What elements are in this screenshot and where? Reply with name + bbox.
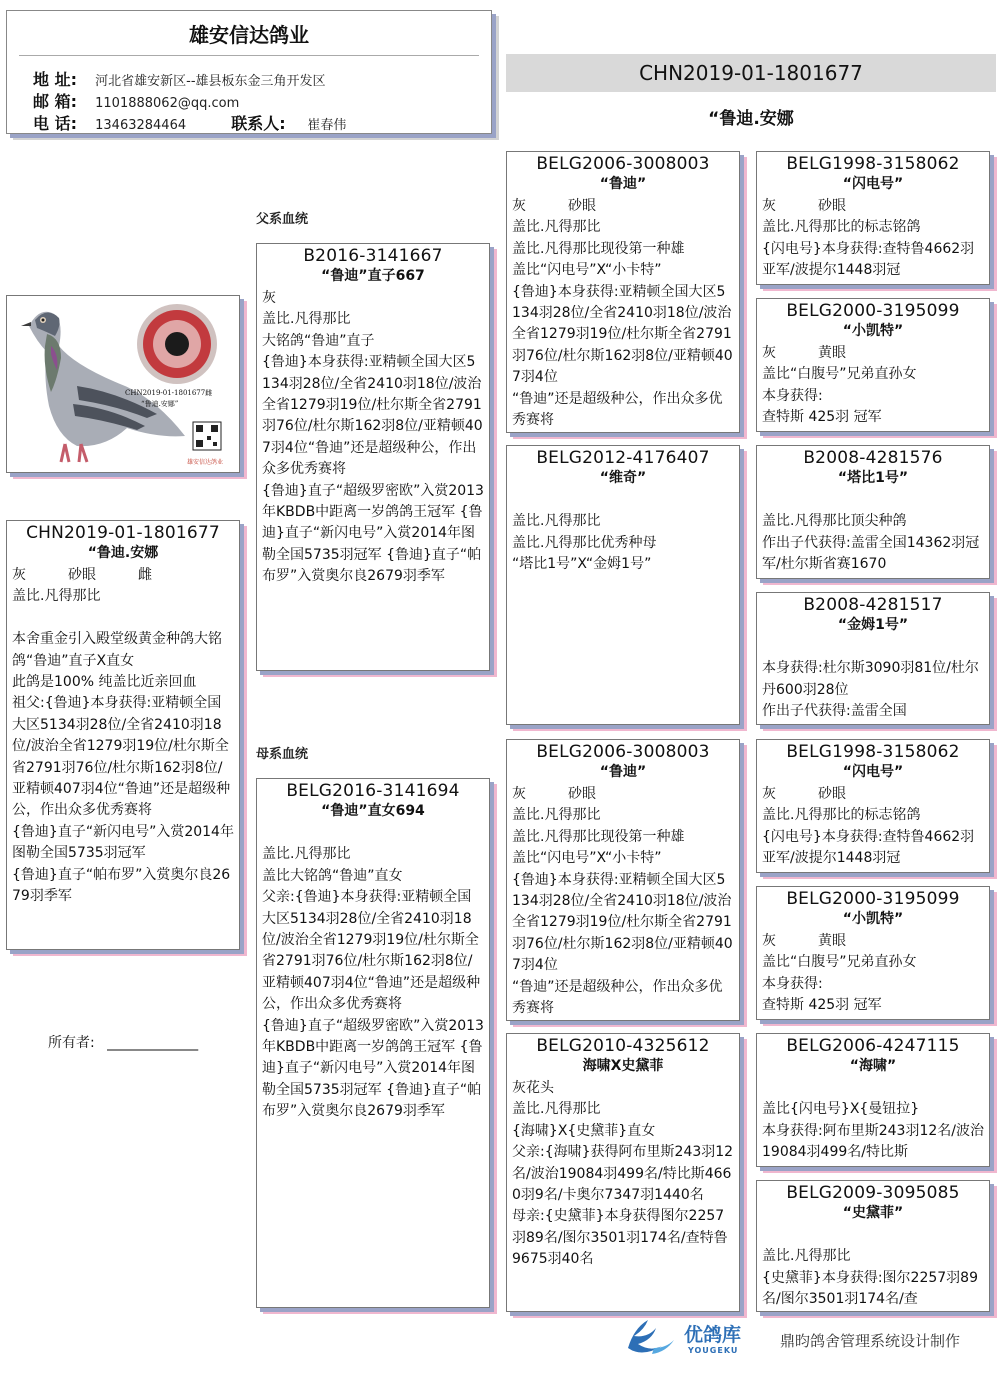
dam-sire-nick: “鲁迪” — [599, 764, 647, 780]
owner-line — [48, 1032, 198, 1052]
ddd-ring: BELG2009-3095085 — [786, 1183, 960, 1203]
subject-nick: “鲁迪.安娜 — [87, 545, 159, 561]
loft-header — [6, 10, 492, 134]
sss-ring: BELG1998-3158062 — [786, 154, 960, 174]
dds-ring: BELG2006-4247115 — [786, 1036, 960, 1056]
contact-value: 崔春伟 — [307, 118, 347, 133]
sdd-card — [756, 592, 990, 725]
sire-card — [256, 243, 490, 671]
pigeon-illustration — [7, 296, 239, 472]
subject-details: 灰 砂眼 雌 盖比.凡得那比 本舍重金引入殿堂级黄金种鸽大铭鸽“鲁迪”直子X直女 此鸽是100% 纯盖比近亲回血 祖父:{鲁迪}本身获得:亚精顿全国大区5134羽28位/全省2410羽18位/波治全省1279羽19位/杜尔斯全省2791羽76位/杜尔斯162羽8位/亚精顿407羽4位“鲁迪”还是超级种公，作出众多优秀赛将 {鲁迪}直子“新闪电号”入赏2014年图勒全国5735羽冠军 {鲁迪}直子“帕布罗”入赏奥尔良2679羽季军 — [12, 567, 234, 905]
sds-details: 盖比.凡得那比顶尖种鸽 作出子代获得:盖雷全国14362羽冠军/杜尔斯省赛1670 — [762, 513, 980, 573]
sire-nick: “鲁迪”直子667 — [321, 268, 425, 284]
footer-credit: 鼎昀鸽舍管理系统设计制作 — [780, 1332, 961, 1350]
sire-sire-ring: BELG2006-3008003 — [536, 154, 710, 174]
loft-name: 雄安信达鸽业 — [189, 23, 309, 47]
sire-sire-nick: “鲁迪” — [599, 176, 647, 192]
subject-ring: CHN2019-01-1801677 — [26, 523, 220, 543]
phone-row — [33, 111, 346, 134]
address-value: 河北省雄安新区--雄县板东金三角开发区 — [95, 74, 326, 89]
dam-sire-ring: BELG2006-3008003 — [536, 742, 710, 762]
dss-card — [756, 739, 990, 873]
ddd-nick: “史黛菲” — [842, 1205, 904, 1221]
dam-dam-ring: BELG2010-4325612 — [536, 1036, 710, 1056]
dam-line-label: 母系血统 — [256, 747, 309, 762]
photo-caption-brand: 雄安信达鸽业 — [187, 459, 224, 466]
dam-nick: “鲁迪”直女694 — [321, 803, 425, 819]
swirl-logo-icon — [622, 1318, 678, 1360]
phone-label: 电 话: — [33, 114, 77, 133]
sss-nick: “闪电号” — [842, 176, 904, 192]
ssd-details: 灰 黄眼 盖比“白腹号”兄弟直孙女 本身获得: 查特斯 425羽 冠军 — [762, 345, 917, 426]
dam-ring: BELG2016-3141694 — [286, 781, 460, 801]
dam-sire-card — [506, 739, 740, 1021]
sire-sire-card — [506, 151, 740, 433]
dam-details: 盖比.凡得那比 盖比大铭鸽“鲁迪”直女 父亲:{鲁迪}本身获得:亚精顿全国大区5134羽28位/全省2410羽18位/波治全省1279羽19位/杜尔斯全省2791羽76位/杜尔斯162羽8位/亚精顿407羽4位“鲁迪”还是超级种公，作出众多优秀赛将 {鲁迪}直子“超级罗密欧”入赏2013年KBDB中距离一岁鸽鸽王冠军 {鲁迪}直子“新闪电号”入赏2014年图勒全国5735羽冠军 {鲁迪}直子“帕布罗”入赏奥尔良2679羽季军 — [262, 846, 484, 1120]
sdd-details: 本身获得:杜尔斯3090羽81位/杜尔丹600羽28位 作出子代获得:盖雷全国 — [762, 660, 979, 720]
dss-ring: BELG1998-3158062 — [786, 742, 960, 762]
ssd-card — [756, 298, 990, 432]
sdd-nick: “金姆1号” — [837, 617, 909, 633]
sds-ring: B2008-4281576 — [803, 448, 943, 468]
dss-nick: “闪电号” — [842, 764, 904, 780]
dsd-nick: “小凯特” — [842, 911, 904, 927]
sds-card — [756, 445, 990, 579]
dsd-ring: BELG2000-3195099 — [786, 889, 960, 909]
address-row — [33, 67, 326, 90]
footer-brand-cn: 优鸽库 — [684, 1324, 742, 1346]
photo-caption-ring: CHN2019-01-1801677雌 — [125, 389, 213, 397]
dds-card — [756, 1033, 990, 1167]
dds-nick: “海啸” — [849, 1058, 897, 1074]
owner-blank: _____________ — [107, 1035, 199, 1051]
sire-dam-card — [506, 445, 740, 725]
ssd-nick: “小凯特” — [842, 323, 904, 339]
phone-value: 13463284464 — [95, 118, 187, 133]
sire-dam-details: 盖比.凡得那比 盖比.凡得那比优秀种母 “塔比1号”X“金姆1号” — [512, 513, 657, 573]
contact-label: 联系人: — [231, 114, 286, 133]
sdd-ring: B2008-4281517 — [803, 595, 943, 615]
sds-nick: “塔比1号” — [837, 470, 909, 486]
email-label: 邮 箱: — [33, 92, 77, 111]
address-label: 地 址: — [33, 70, 77, 89]
subject-card — [6, 520, 240, 950]
sss-card — [756, 151, 990, 285]
dam-card — [256, 778, 490, 1308]
owner-label: 所有者: — [48, 1035, 95, 1051]
header-divider — [19, 55, 479, 56]
dam-dam-card — [506, 1033, 740, 1312]
ssd-ring: BELG2000-3195099 — [786, 301, 960, 321]
sire-dam-ring: BELG2012-4176407 — [536, 448, 710, 468]
sire-details: 灰 盖比.凡得那比 大铭鸽“鲁迪”直子 {鲁迪}本身获得:亚精顿全国大区5134羽28位/全省2410羽18位/波治全省1279羽19位/杜尔斯全省2791羽76位/杜尔斯162羽8位/亚精顿407羽4位“鲁迪”还是超级种公，作出众多优秀赛将 {鲁迪}直子“超级罗密欧”入赏2013年KBDB中距离一岁鸽鸽王冠军 {鲁迪}直子“新闪电号”入赏2014年图勒全国5735羽冠军 {鲁迪}直子“帕布罗”入赏奥尔良2679羽季军 — [262, 290, 484, 585]
dsd-details: 灰 黄眼 盖比“白腹号”兄弟直孙女 本身获得: 查特斯 425羽 冠军 — [762, 933, 917, 1014]
ddd-card — [756, 1180, 990, 1312]
sss-details: 灰 砂眼 盖比.凡得那比的标志铭鸽 {闪电号}本身获得:查特鲁4662羽亚军/波提尔1448羽冠 — [762, 198, 975, 279]
footer-brand-en: YOUGEKU — [688, 1346, 739, 1355]
dss-details: 灰 砂眼 盖比.凡得那比的标志铭鸽 {闪电号}本身获得:查特鲁4662羽亚军/波提尔1448羽冠 — [762, 786, 975, 867]
ddd-details: 盖比.凡得那比 {史黛菲}本身获得:图尔2257羽89名/图尔3501羽174名/查 — [762, 1248, 978, 1308]
dds-details: 盖比{闪电号}X{曼钮拉} 本身获得:阿布里斯243羽12名/波治19084羽499名/特比斯 — [762, 1101, 984, 1161]
dam-dam-details: 灰花头 盖比.凡得那比 {海啸}X{史黛菲}直女 父亲:{海啸}获得阿布里斯243羽12名/波治19084羽499名/特比斯4660羽9名/卡奥尔7347羽1440名 母亲:{史黛菲}本身获得图尔2257羽89名/图尔3501羽174名/查特鲁9675羽40名 — [512, 1080, 734, 1268]
dam-dam-nick: 海啸X史黛菲 — [582, 1058, 664, 1074]
pedigree-title-nick: “鲁迪.安娜 — [708, 109, 794, 129]
pedigree-title-ring: CHN2019-01-1801677 — [506, 54, 996, 92]
email-value: 1101888062@qq.com — [95, 96, 240, 111]
dsd-card — [756, 886, 990, 1020]
email-row — [33, 89, 239, 112]
pigeon-photo — [6, 295, 240, 473]
dam-sire-details: 灰 砂眼 盖比.凡得那比 盖比.凡得那比现役第一种雄 盖比“闪电号”X“小卡特” {鲁迪}本身获得:亚精顿全国大区5134羽28位/全省2410羽18位/波治全省1279羽19位/杜尔斯全省2791羽76位/杜尔斯162羽8位/亚精顿407羽4位 “鲁迪”还是超级种公，作出众多优秀赛将 — [512, 786, 733, 1017]
footer-logo — [622, 1318, 742, 1364]
sire-dam-nick: “维奇” — [599, 470, 647, 486]
sire-sire-details: 灰 砂眼 盖比.凡得那比 盖比.凡得那比现役第一种雄 盖比“闪电号”X“小卡特” {鲁迪}本身获得:亚精顿全国大区5134羽28位/全省2410羽18位/波治全省1279羽19位/杜尔斯全省2791羽76位/杜尔斯162羽8位/亚精顿407羽4位 “鲁迪”还是超级种公，作出众多优秀赛将 — [512, 198, 733, 429]
photo-caption-nick: “鲁迪.安娜” — [141, 400, 179, 408]
sire-ring: B2016-3141667 — [303, 246, 443, 266]
sire-line-label: 父系血统 — [256, 212, 309, 227]
